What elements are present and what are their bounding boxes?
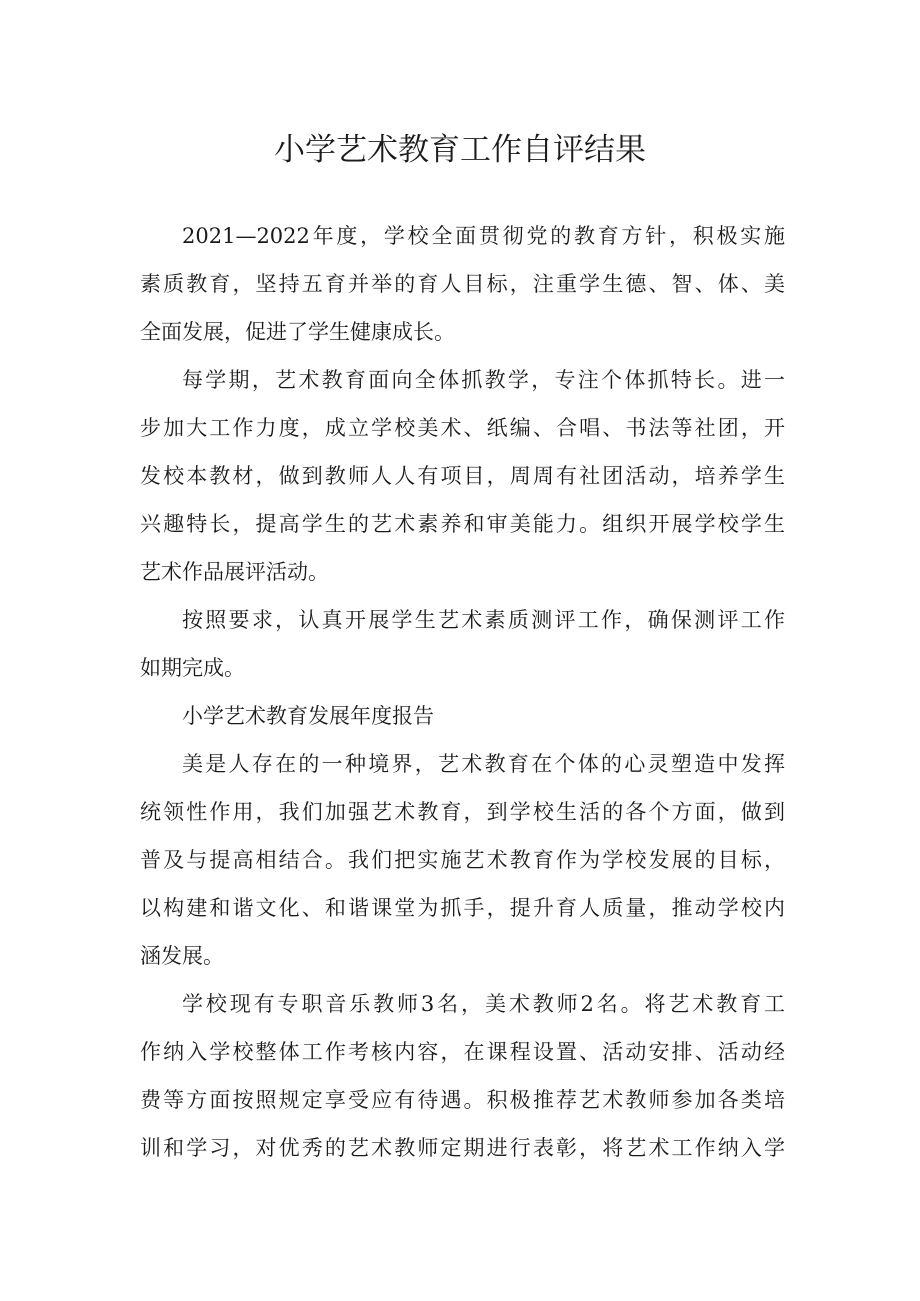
paragraph-1 [140,212,785,356]
paragraph-line: 步加大工作力度，成立学校美术、纸编、合唱、书法等社团，开 [140,416,785,440]
document-body [140,212,785,1172]
paragraph-6 [140,980,785,1172]
paragraph-line: 全面发展，促进了学生健康成长。 [140,320,455,344]
paragraph-line: 按照要求，认真开展学生艺术素质测评工作，确保测评工作 [182,608,785,632]
paragraph-line: 以构建和谐文化、和谐课堂为抓手，提升育人质量，推动学校内 [140,896,785,920]
paragraph-line: 兴趣特长，提高学生的艺术素养和审美能力。组织开展学校学生 [140,512,785,536]
paragraph-line: 素质教育，坚持五育并举的育人目标，注重学生德、智、体、美 [140,272,785,296]
paragraph-line: 费等方面按照规定享受应有待遇。积极推荐艺术教师参加各类培 [140,1088,785,1112]
paragraph-line: 涵发展。 [140,944,224,968]
paragraph-line: 统领性作用，我们加强艺术教育，到学校生活的各个方面，做到 [140,800,785,824]
paragraph-line: 艺术作品展评活动。 [140,560,329,584]
paragraph-2 [140,356,785,596]
paragraph-line: 普及与提高相结合。我们把实施艺术教育作为学校发展的目标， [140,848,785,872]
paragraph-line: 训和学习，对优秀的艺术教师定期进行表彰，将艺术工作纳入学 [140,1136,785,1160]
paragraph-line: 每学期，艺术教育面向全体抓教学，专注个体抓特长。进一 [182,368,785,392]
paragraph-line: 学校现有专职音乐教师3名，美术教师2名。将艺术教育工 [182,992,785,1016]
section-subheading [140,692,785,740]
paragraph-line: 发校本教材，做到教师人人有项目，周周有社团活动，培养学生 [140,464,785,488]
paragraph-line: 小学艺术教育发展年度报告 [182,704,434,728]
document-title: 小学艺术教育工作自评结果 [274,132,646,168]
paragraph-5 [140,740,785,980]
paragraph-line: 如期完成。 [140,656,245,680]
paragraph-line: 美是人存在的一种境界，艺术教育在个体的心灵塑造中发挥 [182,752,785,776]
paragraph-line: 2021—2022年度，学校全面贯彻党的教育方针，积极实施 [182,224,785,248]
paragraph-3 [140,596,785,692]
paragraph-line: 作纳入学校整体工作考核内容，在课程设置、活动安排、活动经 [140,1040,785,1064]
